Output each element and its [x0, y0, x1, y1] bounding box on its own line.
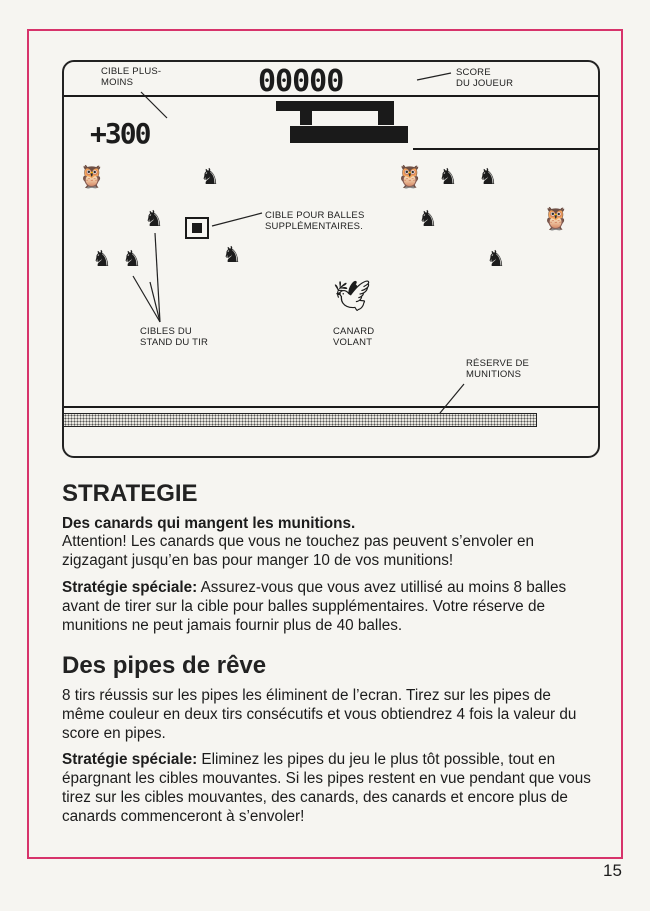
label-score-joueur: SCORE DU JOUEUR — [456, 67, 514, 89]
label-cible-plus-moins: CIBLE PLUS- MOINS — [101, 66, 162, 88]
rabbit-target-icon: ♞ — [200, 164, 220, 189]
score-display: 00000 — [258, 64, 344, 99]
owl-target-icon: 🦉 — [396, 164, 424, 189]
rabbit-target-icon: ♞ — [222, 242, 242, 267]
subheading-canards: Des canards qui mangent les munitions. — [62, 515, 356, 532]
owl-target-icon: 🦉 — [78, 164, 106, 189]
rabbit-target-icon: ♞ — [438, 164, 458, 189]
label-canard-volant: CANARD VOLANT — [333, 326, 375, 348]
special-text: Assurez-vous que vous avez utillisé au moins 8 balles avant de tirer sur la cible pour balles supplémentaires. Votre réserve de munitions ne peut jamais fournir plus de 40 balles. — [62, 579, 567, 634]
special-label: Stratégie spéciale: — [62, 579, 198, 596]
rabbit-target-icon: ♞ — [92, 246, 112, 271]
flying-duck-icon: 🕊 — [333, 280, 372, 313]
rabbit-target-icon: ♞ — [144, 206, 164, 231]
label-cibles-stand: CIBLES DU STAND DU TIR — [140, 326, 209, 348]
label-cible-balles: CIBLE POUR BALLES SUPPLÉMENTAIRES. — [265, 210, 365, 232]
heading-pipes: Des pipes de rêve — [62, 652, 267, 679]
rabbit-target-icon: ♞ — [418, 206, 438, 231]
rabbit-target-icon: ♞ — [122, 246, 142, 271]
page-number: 15 — [603, 861, 622, 880]
paragraph-pipes: 8 tirs réussis sur les pipes les éliminent de l’ecran. Tirez sur les pipes de même couleur en deux tirs consécutifs et vous obtiendrez 4 fois la valeur du score en pipes. — [62, 687, 577, 742]
special-text: Eliminez les pipes du jeu le plus tôt possible, tout en épargnant les cibles mouvantes. Si les pipes restent en vue pendant que vous tirez sur les cibles mouvantes, des canards, des canards et encore plus de canards commenceront à s’envoler! — [62, 751, 591, 825]
paragraph-strategie-speciale-2 — [62, 750, 592, 826]
paragraph-canards: Attention! Les canards que vous ne touchez pas peuvent s’envoler en zigzagant jusqu’en bas pour manger 10 de vos munitions! — [62, 533, 534, 569]
paragraph-strategie-speciale-1 — [62, 578, 592, 635]
label-reserve-munitions: RÉSERVE DE MUNITIONS — [466, 358, 530, 380]
rabbit-target-icon: ♞ — [478, 164, 498, 189]
special-label: Stratégie spéciale: — [62, 751, 198, 768]
owl-target-icon: 🦉 — [542, 206, 570, 231]
bonus-display: +300 — [90, 117, 150, 150]
heading-strategie: STRATEGIE — [62, 480, 198, 507]
rabbit-target-icon: ♞ — [486, 246, 506, 271]
